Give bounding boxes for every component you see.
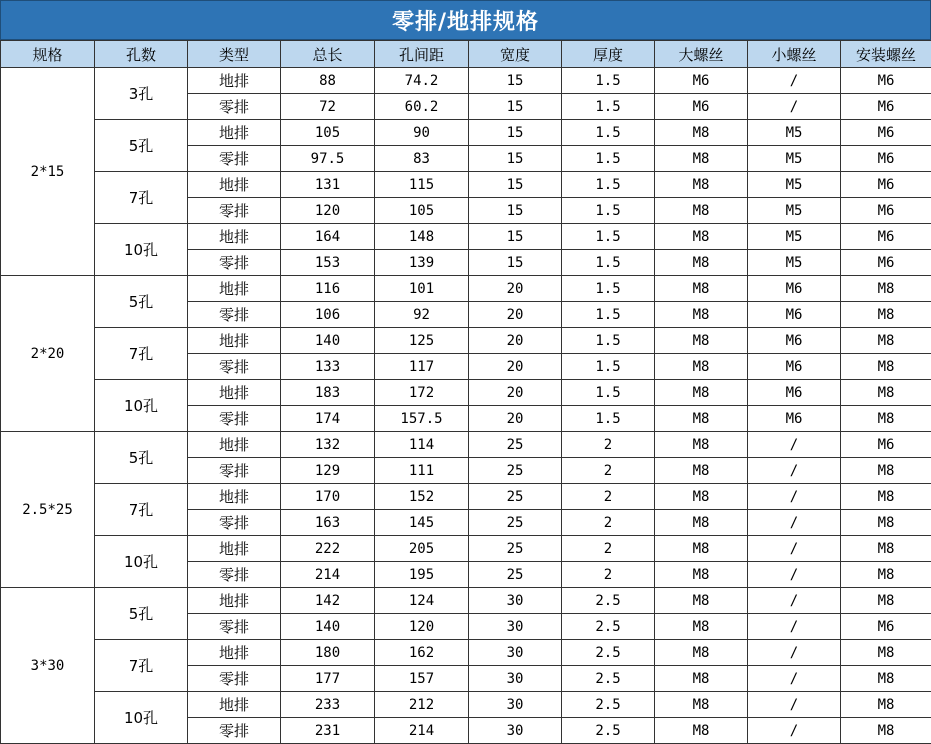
hole-spacing-cell: 212 [375, 692, 469, 718]
table-row [1, 692, 931, 718]
thickness-cell: 2.5 [562, 718, 655, 744]
header-large-screw: 大螺丝 [655, 41, 748, 68]
hole-spacing-cell: 115 [375, 172, 469, 198]
small-screw-cell: M5 [748, 250, 841, 276]
thickness-cell: 2 [562, 484, 655, 510]
total-length-cell: 140 [281, 328, 375, 354]
small-screw-cell: M6 [748, 302, 841, 328]
spec-cell: 2*15 [1, 68, 95, 276]
width-cell: 15 [469, 94, 562, 120]
table-row [1, 380, 931, 406]
mount-screw-cell: M6 [841, 94, 931, 120]
width-cell: 15 [469, 68, 562, 94]
total-length-cell: 105 [281, 120, 375, 146]
header-spec: 规格 [1, 41, 95, 68]
hole-spacing-cell: 195 [375, 562, 469, 588]
width-cell: 25 [469, 510, 562, 536]
small-screw-cell: / [748, 614, 841, 640]
thickness-cell: 2 [562, 536, 655, 562]
thickness-cell: 1.5 [562, 328, 655, 354]
large-screw-cell: M8 [655, 328, 748, 354]
total-length-cell: 222 [281, 536, 375, 562]
mount-screw-cell: M6 [841, 224, 931, 250]
mount-screw-cell: M6 [841, 614, 931, 640]
mount-screw-cell: M6 [841, 432, 931, 458]
large-screw-cell: M6 [655, 94, 748, 120]
width-cell: 30 [469, 718, 562, 744]
header-type: 类型 [188, 41, 281, 68]
table-row [1, 276, 931, 302]
type-cell: 零排 [188, 250, 281, 276]
width-cell: 15 [469, 224, 562, 250]
large-screw-cell: M8 [655, 536, 748, 562]
small-screw-cell: / [748, 68, 841, 94]
total-length-cell: 153 [281, 250, 375, 276]
width-cell: 15 [469, 250, 562, 276]
mount-screw-cell: M8 [841, 510, 931, 536]
large-screw-cell: M8 [655, 198, 748, 224]
large-screw-cell: M8 [655, 614, 748, 640]
thickness-cell: 2 [562, 510, 655, 536]
total-length-cell: 170 [281, 484, 375, 510]
hole-spacing-cell: 152 [375, 484, 469, 510]
hole-spacing-cell: 162 [375, 640, 469, 666]
total-length-cell: 131 [281, 172, 375, 198]
width-cell: 20 [469, 328, 562, 354]
width-cell: 20 [469, 406, 562, 432]
table-row [1, 224, 931, 250]
spec-cell: 2.5*25 [1, 432, 95, 588]
small-screw-cell: / [748, 562, 841, 588]
hole-count-cell: 7孔 [95, 640, 188, 692]
type-cell: 地排 [188, 432, 281, 458]
width-cell: 25 [469, 458, 562, 484]
small-screw-cell: / [748, 510, 841, 536]
total-length-cell: 72 [281, 94, 375, 120]
large-screw-cell: M8 [655, 718, 748, 744]
mount-screw-cell: M8 [841, 484, 931, 510]
mount-screw-cell: M8 [841, 458, 931, 484]
mount-screw-cell: M8 [841, 692, 931, 718]
thickness-cell: 1.5 [562, 250, 655, 276]
mount-screw-cell: M8 [841, 276, 931, 302]
type-cell: 地排 [188, 120, 281, 146]
total-length-cell: 140 [281, 614, 375, 640]
large-screw-cell: M8 [655, 562, 748, 588]
total-length-cell: 132 [281, 432, 375, 458]
thickness-cell: 1.5 [562, 120, 655, 146]
hole-spacing-cell: 92 [375, 302, 469, 328]
type-cell: 地排 [188, 640, 281, 666]
total-length-cell: 177 [281, 666, 375, 692]
header-thickness: 厚度 [562, 41, 655, 68]
small-screw-cell: M5 [748, 224, 841, 250]
thickness-cell: 1.5 [562, 146, 655, 172]
table-row [1, 432, 931, 458]
total-length-cell: 129 [281, 458, 375, 484]
large-screw-cell: M8 [655, 172, 748, 198]
large-screw-cell: M8 [655, 640, 748, 666]
large-screw-cell: M8 [655, 224, 748, 250]
large-screw-cell: M8 [655, 692, 748, 718]
hole-spacing-cell: 205 [375, 536, 469, 562]
hole-spacing-cell: 111 [375, 458, 469, 484]
total-length-cell: 88 [281, 68, 375, 94]
type-cell: 零排 [188, 302, 281, 328]
hole-spacing-cell: 145 [375, 510, 469, 536]
hole-spacing-cell: 214 [375, 718, 469, 744]
large-screw-cell: M8 [655, 510, 748, 536]
large-screw-cell: M8 [655, 588, 748, 614]
header-mount-screw: 安装螺丝 [841, 41, 931, 68]
mount-screw-cell: M8 [841, 718, 931, 744]
width-cell: 15 [469, 172, 562, 198]
thickness-cell: 1.5 [562, 94, 655, 120]
small-screw-cell: / [748, 666, 841, 692]
large-screw-cell: M6 [655, 68, 748, 94]
mount-screw-cell: M8 [841, 406, 931, 432]
hole-spacing-cell: 101 [375, 276, 469, 302]
mount-screw-cell: M8 [841, 328, 931, 354]
spec-table [0, 40, 931, 744]
table-body [1, 68, 931, 744]
width-cell: 25 [469, 432, 562, 458]
header-hole-spacing: 孔间距 [375, 41, 469, 68]
mount-screw-cell: M6 [841, 250, 931, 276]
thickness-cell: 2 [562, 432, 655, 458]
large-screw-cell: M8 [655, 302, 748, 328]
total-length-cell: 116 [281, 276, 375, 302]
large-screw-cell: M8 [655, 276, 748, 302]
small-screw-cell: / [748, 94, 841, 120]
large-screw-cell: M8 [655, 380, 748, 406]
width-cell: 20 [469, 380, 562, 406]
hole-spacing-cell: 60.2 [375, 94, 469, 120]
total-length-cell: 133 [281, 354, 375, 380]
mount-screw-cell: M6 [841, 120, 931, 146]
type-cell: 地排 [188, 68, 281, 94]
small-screw-cell: / [748, 458, 841, 484]
type-cell: 地排 [188, 380, 281, 406]
large-screw-cell: M8 [655, 666, 748, 692]
spec-cell: 2*20 [1, 276, 95, 432]
mount-screw-cell: M8 [841, 380, 931, 406]
table-row [1, 172, 931, 198]
total-length-cell: 164 [281, 224, 375, 250]
small-screw-cell: M5 [748, 198, 841, 224]
hole-spacing-cell: 114 [375, 432, 469, 458]
type-cell: 零排 [188, 510, 281, 536]
width-cell: 15 [469, 120, 562, 146]
thickness-cell: 2.5 [562, 666, 655, 692]
mount-screw-cell: M8 [841, 562, 931, 588]
width-cell: 25 [469, 536, 562, 562]
small-screw-cell: M5 [748, 120, 841, 146]
table-row [1, 640, 931, 666]
hole-spacing-cell: 124 [375, 588, 469, 614]
thickness-cell: 1.5 [562, 354, 655, 380]
small-screw-cell: M6 [748, 328, 841, 354]
width-cell: 20 [469, 354, 562, 380]
thickness-cell: 1.5 [562, 172, 655, 198]
table-row [1, 328, 931, 354]
mount-screw-cell: M6 [841, 172, 931, 198]
type-cell: 地排 [188, 588, 281, 614]
mount-screw-cell: M6 [841, 146, 931, 172]
hole-spacing-cell: 117 [375, 354, 469, 380]
hole-spacing-cell: 172 [375, 380, 469, 406]
type-cell: 零排 [188, 94, 281, 120]
total-length-cell: 97.5 [281, 146, 375, 172]
header-row [1, 41, 931, 68]
thickness-cell: 1.5 [562, 302, 655, 328]
total-length-cell: 233 [281, 692, 375, 718]
type-cell: 零排 [188, 198, 281, 224]
width-cell: 15 [469, 146, 562, 172]
hole-count-cell: 10孔 [95, 224, 188, 276]
hole-spacing-cell: 148 [375, 224, 469, 250]
table-row [1, 120, 931, 146]
width-cell: 30 [469, 640, 562, 666]
hole-spacing-cell: 125 [375, 328, 469, 354]
thickness-cell: 1.5 [562, 68, 655, 94]
width-cell: 25 [469, 484, 562, 510]
total-length-cell: 174 [281, 406, 375, 432]
type-cell: 地排 [188, 224, 281, 250]
mount-screw-cell: M8 [841, 640, 931, 666]
width-cell: 15 [469, 198, 562, 224]
total-length-cell: 180 [281, 640, 375, 666]
header-small-screw: 小螺丝 [748, 41, 841, 68]
type-cell: 零排 [188, 562, 281, 588]
mount-screw-cell: M8 [841, 588, 931, 614]
large-screw-cell: M8 [655, 354, 748, 380]
mount-screw-cell: M6 [841, 198, 931, 224]
mount-screw-cell: M8 [841, 666, 931, 692]
table-row [1, 588, 931, 614]
large-screw-cell: M8 [655, 120, 748, 146]
hole-spacing-cell: 157.5 [375, 406, 469, 432]
total-length-cell: 163 [281, 510, 375, 536]
thickness-cell: 2.5 [562, 588, 655, 614]
large-screw-cell: M8 [655, 484, 748, 510]
type-cell: 地排 [188, 484, 281, 510]
type-cell: 地排 [188, 536, 281, 562]
width-cell: 30 [469, 666, 562, 692]
small-screw-cell: / [748, 640, 841, 666]
type-cell: 零排 [188, 146, 281, 172]
large-screw-cell: M8 [655, 406, 748, 432]
hole-count-cell: 5孔 [95, 120, 188, 172]
total-length-cell: 183 [281, 380, 375, 406]
thickness-cell: 1.5 [562, 224, 655, 250]
total-length-cell: 120 [281, 198, 375, 224]
small-screw-cell: M5 [748, 146, 841, 172]
hole-count-cell: 5孔 [95, 432, 188, 484]
hole-spacing-cell: 83 [375, 146, 469, 172]
hole-count-cell: 10孔 [95, 536, 188, 588]
type-cell: 零排 [188, 354, 281, 380]
header-total-length: 总长 [281, 41, 375, 68]
type-cell: 地排 [188, 328, 281, 354]
type-cell: 地排 [188, 692, 281, 718]
total-length-cell: 106 [281, 302, 375, 328]
thickness-cell: 2.5 [562, 692, 655, 718]
width-cell: 30 [469, 588, 562, 614]
table-row [1, 68, 931, 94]
small-screw-cell: M6 [748, 276, 841, 302]
width-cell: 20 [469, 276, 562, 302]
hole-count-cell: 7孔 [95, 484, 188, 536]
type-cell: 零排 [188, 458, 281, 484]
thickness-cell: 1.5 [562, 198, 655, 224]
small-screw-cell: / [748, 432, 841, 458]
hole-spacing-cell: 90 [375, 120, 469, 146]
hole-count-cell: 10孔 [95, 380, 188, 432]
small-screw-cell: / [748, 484, 841, 510]
thickness-cell: 2.5 [562, 640, 655, 666]
mount-screw-cell: M6 [841, 68, 931, 94]
hole-count-cell: 5孔 [95, 276, 188, 328]
large-screw-cell: M8 [655, 432, 748, 458]
type-cell: 地排 [188, 172, 281, 198]
hole-spacing-cell: 139 [375, 250, 469, 276]
small-screw-cell: / [748, 692, 841, 718]
small-screw-cell: M6 [748, 354, 841, 380]
hole-spacing-cell: 105 [375, 198, 469, 224]
small-screw-cell: / [748, 718, 841, 744]
header-width: 宽度 [469, 41, 562, 68]
width-cell: 30 [469, 614, 562, 640]
hole-spacing-cell: 74.2 [375, 68, 469, 94]
hole-spacing-cell: 157 [375, 666, 469, 692]
mount-screw-cell: M8 [841, 536, 931, 562]
large-screw-cell: M8 [655, 146, 748, 172]
table-title: 零排/地排规格 [0, 0, 931, 40]
hole-count-cell: 7孔 [95, 328, 188, 380]
small-screw-cell: M6 [748, 380, 841, 406]
type-cell: 零排 [188, 666, 281, 692]
header-holes: 孔数 [95, 41, 188, 68]
type-cell: 零排 [188, 718, 281, 744]
thickness-cell: 2 [562, 458, 655, 484]
width-cell: 30 [469, 692, 562, 718]
large-screw-cell: M8 [655, 458, 748, 484]
hole-count-cell: 5孔 [95, 588, 188, 640]
thickness-cell: 1.5 [562, 406, 655, 432]
small-screw-cell: M5 [748, 172, 841, 198]
width-cell: 25 [469, 562, 562, 588]
mount-screw-cell: M8 [841, 302, 931, 328]
width-cell: 20 [469, 302, 562, 328]
total-length-cell: 142 [281, 588, 375, 614]
small-screw-cell: / [748, 536, 841, 562]
mount-screw-cell: M8 [841, 354, 931, 380]
type-cell: 零排 [188, 614, 281, 640]
thickness-cell: 1.5 [562, 380, 655, 406]
large-screw-cell: M8 [655, 250, 748, 276]
thickness-cell: 2.5 [562, 614, 655, 640]
small-screw-cell: M6 [748, 406, 841, 432]
table-row [1, 536, 931, 562]
hole-count-cell: 3孔 [95, 68, 188, 120]
thickness-cell: 2 [562, 562, 655, 588]
type-cell: 地排 [188, 276, 281, 302]
hole-count-cell: 7孔 [95, 172, 188, 224]
hole-count-cell: 10孔 [95, 692, 188, 744]
thickness-cell: 1.5 [562, 276, 655, 302]
type-cell: 零排 [188, 406, 281, 432]
total-length-cell: 231 [281, 718, 375, 744]
total-length-cell: 214 [281, 562, 375, 588]
spec-cell: 3*30 [1, 588, 95, 744]
table-row [1, 484, 931, 510]
hole-spacing-cell: 120 [375, 614, 469, 640]
small-screw-cell: / [748, 588, 841, 614]
